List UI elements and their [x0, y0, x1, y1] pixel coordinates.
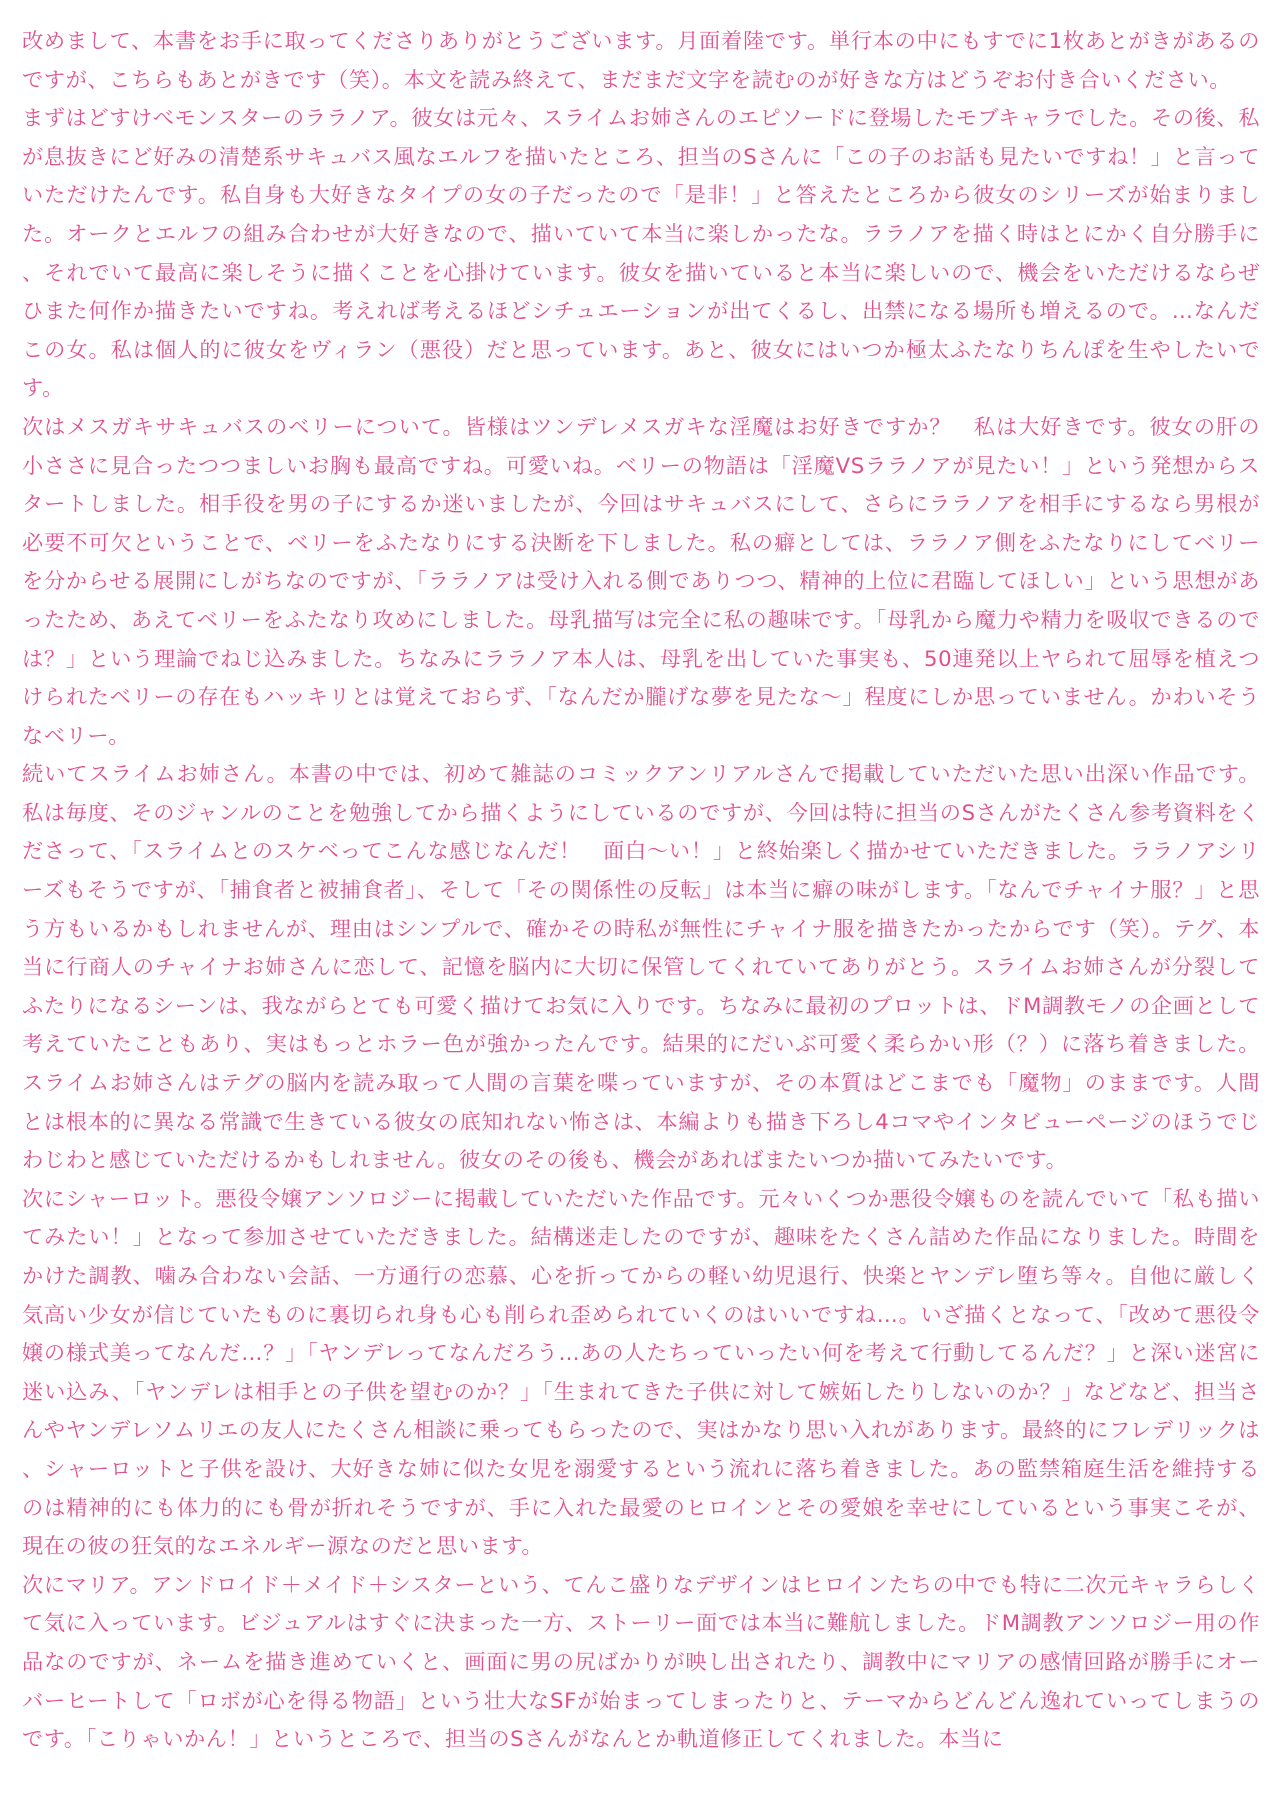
paragraph-charlotte: 次にシャーロット。悪役令嬢アンソロジーに掲載していただいた作品です。元々いくつか悪役令嬢ものを読んでいて「私も描いてみたい！」となって参加させていただきました。結構迷走したのですが、趣味をたくさん詰めた作品になりました。時間をかけた調教、噛み合わない会話、一方通行の恋慕、心を折ってからの軽い幼児退行、快楽とヤンデレ堕ち等々。自他に厳しく気高い少女が信じていたものに裏切られ身も心も削られ歪められていくのはいいですね…。いざ描くとなって、「改めて悪役令嬢の様式美ってなんだ…？」「ヤンデレってなんだろう…あの人たちっていったい何を考えて行動してるんだ？」と深い迷宮に迷い込み、「ヤンデレは相手との子供を望むのか？」「生まれてきた子供に対して嫉妬したりしないのか？」などなど、担当さんやヤンデレソムリエの友人にたくさん相談に乗ってもらったので、実はかなり思い入れがあります。最終的にフレデリックは、シャーロットと子供を設け、大好きな姉に似た女児を溺愛するという流れに落ち着きました。あの監禁箱庭生活を維持するのは精神的にも体力的にも骨が折れそうですが、手に入れた最愛のヒロインとその愛娘を幸せにしているという事実こそが、現在の彼の狂気的なエネルギー源なのだと思います。	[22, 1185, 1260, 1559]
paragraph-slime-sister: 続いてスライムお姉さん。本書の中では、初めて雑誌のコミックアンリアルさんで掲載していただいた思い出深い作品です。私は毎度、そのジャンルのことを勉強してから描くようにしているのですが、今回は特に担当のSさんがたくさん参考資料をくださって、「スライムとのスケベってこんな感じなんだ！ 面白～い！」と終始楽しく描かせていただきました。ララノアシリーズもそうですが、「捕食者と被捕食者」、そして「その関係性の反転」は本当に癖の味がします。「なんでチャイナ服？」と思う方もいるかもしれませんが、理由はシンプルで、確かその時私が無性にチャイナ服を描きたかったからです（笑）。テグ、本当に行商人のチャイナお姉さんに恋して、記憶を脳内に大切に保管してくれていてありがとう。スライムお姉さんが分裂してふたりになるシーンは、我ながらとても可愛く描けてお気に入りです。ちなみに最初のプロットは、ドM調教モノの企画として考えていたこともあり、実はもっとホラー色が強かったんです。結果的にだいぶ可愛く柔らかい形（？）に落ち着きました。スライムお姉さんはテグの脳内を読み取って人間の言葉を喋っていますが、その本質はどこまでも「魔物」のままです。人間とは根本的に異なる常識で生きている彼女の底知れない怖さは、本編よりも描き下ろし4コマやインタビューページのほうでじわじわと感じていただけるかもしれません。彼女のその後も、機会があればまたいつか描いてみたいです。	[22, 761, 1260, 1173]
paragraph-maria: 次にマリア。アンドロイド＋メイド＋シスターという、てんこ盛りなデザインはヒロインたちの中でも特に二次元キャラらしくて気に入っています。ビジュアルはすぐに決まった一方、ストーリー面では本当に難航しました。ドM調教アンソロジー用の作品なのですが、ネームを描き進めていくと、画面に男の尻ばかりが映し出されたり、調教中にマリアの感情回路が勝手にオーバーヒートして「ロボが心を得る物語」という壮大なSFが始まってしまったりと、テーマからどんどん逸れていってしまうのです。「こりゃいかん！」というところで、担当のSさんがなんとか軌道修正してくれました。本当に	[22, 1571, 1260, 1752]
afterword-page	[22, 22, 1260, 1812]
paragraph-intro: 改めまして、本書をお手に取ってくださりありがとうございます。月面着陸です。単行本の中にもすでに1枚あとがきがあるのですが、こちらもあとがきです（笑）。本文を読み終えて、まだまだ文字を読むのが好きな方はどうぞお付き合いください。	[22, 28, 1260, 92]
paragraph-berry: 次はメスガキサキュバスのベリーについて。皆様はツンデレメスガキな淫魔はお好きですか？ 私は大好きです。彼女の肝の小ささに見合ったつつましいお胸も最高ですね。可愛いね。ベリーの物語は「淫魔VSララノアが見たい！」という発想からスタートしました。相手役を男の子にするか迷いましたが、今回はサキュバスにして、さらにララノアを相手にするなら男根が必要不可欠ということで、ベリーをふたなりにする決断を下しました。私の癖としては、ララノア側をふたなりにしてベリーを分からせる展開にしがちなのですが、「ララノアは受け入れる側でありつつ、精神的上位に君臨してほしい」という思想があったため、あえてベリーをふたなり攻めにしました。母乳描写は完全に私の趣味です。「母乳から魔力や精力を吸収できるのでは？」という理論でねじ込みました。ちなみにララノア本人は、母乳を出していた事実も、50連発以上ヤられて屈辱を植えつけられたベリーの存在もハッキリとは覚えておらず、「なんだか朧げな夢を見たな～」程度にしか思っていません。かわいそうなベリー。	[22, 413, 1260, 748]
paragraph-raranoa: まずはどすけべモンスターのララノア。彼女は元々、スライムお姉さんのエピソードに登場したモブキャラでした。その後、私が息抜きにど好みの清楚系サキュバス風なエルフを描いたところ、担当のSさんに「この子のお話も見たいですね！」と言っていただけたんです。私自身も大好きなタイプの女の子だったので「是非！」と答えたところから彼女のシリーズが始まりました。オークとエルフの組み合わせが大好きなので、描いていて本当に楽しかったな。ララノアを描く時はとにかく自分勝手に、それでいて最高に楽しそうに描くことを心掛けています。彼女を描いていると本当に楽しいので、機会をいただけるならぜひまた何作か描きたいですね。考えれば考えるほどシチュエーションが出てくるし、出禁になる場所も増えるので。…なんだこの女。私は個人的に彼女をヴィラン（悪役）だと思っています。あと、彼女にはいつか極太ふたなりちんぽを生やしたいです。	[22, 105, 1260, 401]
